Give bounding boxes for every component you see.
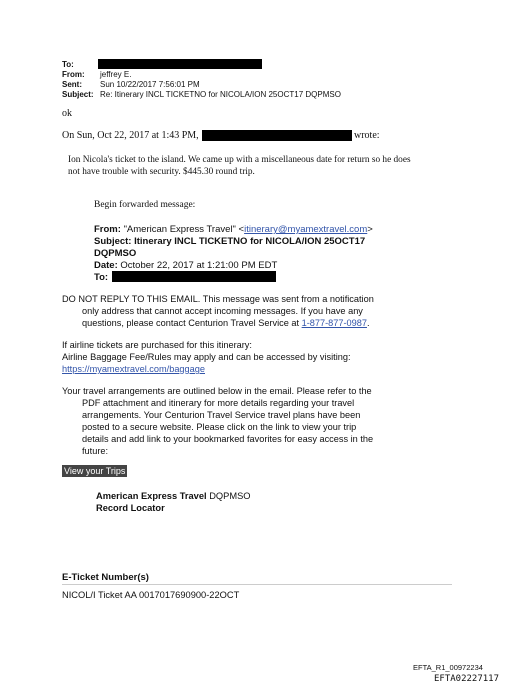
view-trips-button[interactable]: View your Trips xyxy=(64,466,126,476)
forwarded-to-label: To: xyxy=(94,272,109,283)
forwarded-subject-line-2: DQPMSO xyxy=(94,248,137,259)
record-code: DQPMSO xyxy=(209,491,251,501)
forwarded-from-name: "American Express Travel" < xyxy=(123,224,245,235)
forwarded-from xyxy=(94,224,373,235)
eticket-divider xyxy=(62,584,452,585)
arrangements-line-6: future: xyxy=(82,446,109,456)
record-agency: American Express Travel xyxy=(96,491,207,501)
baggage-line-1: If airline tickets are purchased for this itinerary: xyxy=(62,340,252,350)
redacted-sender xyxy=(202,130,352,141)
forwarded-intro: Begin forwarded message: xyxy=(94,200,196,210)
arrangements-line-3: arrangements. Your Centurion Travel Service travel plans have been xyxy=(82,410,361,420)
quote-wrote: wrote: xyxy=(354,130,380,141)
footer-ref-2: EFTA02227117 xyxy=(434,674,500,684)
notice-line-1: DO NOT REPLY TO THIS EMAIL. This message was sent from a notification xyxy=(62,294,374,304)
record-agency-line xyxy=(96,491,251,501)
notice-line-2: only address that cannot accept incoming messages. If you have any xyxy=(82,306,363,316)
arrangements-line-2: PDF attachment and itinerary for more details regarding your travel xyxy=(82,398,355,408)
eticket-heading: E-Ticket Number(s) xyxy=(62,572,149,583)
quoted-line-2: not have trouble with security. $445.30 round trip. xyxy=(68,167,255,177)
notice-line-3 xyxy=(82,318,370,329)
redacted-recipient xyxy=(98,59,262,69)
notice-line-3-text: questions, please contact Centurion Travel Service at xyxy=(82,318,302,328)
arrangements-line-5: details and add link to your bookmarked favorites for easy access in the xyxy=(82,434,374,444)
forwarded-date xyxy=(94,260,277,271)
footer-ref-1: EFTA_R1_00972234 xyxy=(413,663,483,672)
forwarded-from-close: > xyxy=(367,224,373,235)
from-label: From: xyxy=(62,70,85,79)
sent-value: Sun 10/22/2017 7:56:01 PM xyxy=(100,80,200,89)
reply-text: ok xyxy=(62,108,72,119)
notice-line-3-end: . xyxy=(367,318,370,328)
record-locator-label: Record Locator xyxy=(96,503,165,513)
subject-value: Re: Itinerary INCL TICKETNO for NICOLA/ION 25OCT17 DQPMSO xyxy=(100,90,341,99)
forwarded-from-label: From: xyxy=(94,224,124,235)
eticket-line: NICOL/I Ticket AA 0017017690900-22OCT xyxy=(62,590,240,600)
forwarded-date-label: Date: xyxy=(94,260,121,271)
from-value: jeffrey E. xyxy=(100,70,132,79)
forwarded-subject-line-1: Subject: Itinerary INCL TICKETNO for NICOLA/ION 25OCT17 xyxy=(94,236,366,247)
phone-link[interactable]: 1-877-877-0987 xyxy=(301,318,367,328)
redacted-forwarded-recipient xyxy=(112,271,276,282)
arrangements-line-1: Your travel arrangements are outlined below in the email. Please refer to the xyxy=(62,386,372,396)
forwarded-from-email[interactable]: itinerary@myamextravel.com xyxy=(244,224,368,235)
quote-intro: On Sun, Oct 22, 2017 at 1:43 PM, xyxy=(62,130,199,141)
baggage-line-2: Airline Baggage Fee/Rules may apply and can be accessed by visiting: xyxy=(62,352,351,362)
quoted-line-1: Ion Nicola's ticket to the island. We came up with a miscellaneous date for return so he does xyxy=(68,155,411,165)
subject-label: Subject: xyxy=(62,90,94,99)
baggage-link[interactable]: https://myamextravel.com/baggage xyxy=(62,364,205,374)
arrangements-line-4: posted to a secure website. Please click on the link to view your trip xyxy=(82,422,357,432)
sent-label: Sent: xyxy=(62,80,82,89)
forwarded-date-value: October 22, 2017 at 1:21:00 PM EDT xyxy=(120,260,278,271)
to-label: To: xyxy=(62,60,74,69)
